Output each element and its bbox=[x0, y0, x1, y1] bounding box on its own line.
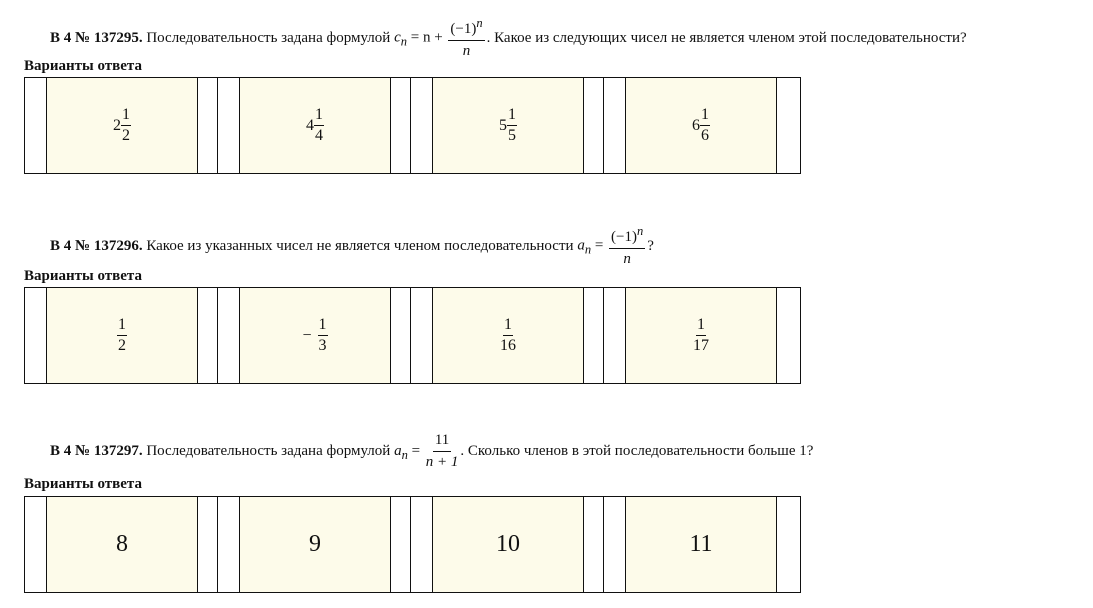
fraction-denominator: n + 1 bbox=[425, 454, 459, 470]
option-den: 4 bbox=[315, 127, 323, 144]
formula-fraction bbox=[426, 433, 459, 470]
option-den: 2 bbox=[122, 127, 130, 144]
answer-options-1 bbox=[24, 77, 801, 174]
formula-lhs: c bbox=[394, 29, 401, 46]
option-num: 1 bbox=[318, 317, 328, 336]
formula-fraction bbox=[448, 17, 484, 59]
formula-lhs-sub: n bbox=[400, 34, 407, 49]
question-2-id: В 4 № 137296. bbox=[50, 237, 143, 254]
option-den: 3 bbox=[318, 337, 327, 354]
question-1-text bbox=[50, 17, 967, 59]
formula-lhs-sub: n bbox=[401, 447, 408, 462]
question-2-before: Какое из указанных чисел не является членом последовательности bbox=[146, 237, 574, 254]
formula-rhs-prefix: = n + bbox=[410, 29, 443, 46]
option-num: 1 bbox=[314, 107, 324, 126]
question-1-formula bbox=[394, 17, 487, 59]
question-3-id: В 4 № 137297. bbox=[50, 443, 143, 459]
answer-option-3-4[interactable]: 11 bbox=[626, 497, 777, 592]
option-num: 1 bbox=[117, 317, 127, 336]
question-2-text bbox=[50, 225, 654, 267]
option-num: 1 bbox=[503, 317, 513, 336]
question-1-after: . Какое из следующих чисел не является членом этой последовательности? bbox=[486, 29, 967, 46]
answer-option-2-1[interactable] bbox=[47, 288, 198, 383]
option-den: 2 bbox=[118, 337, 126, 354]
option-num: 1 bbox=[700, 107, 710, 126]
question-3-text bbox=[50, 433, 813, 470]
option-num: 1 bbox=[121, 107, 131, 126]
question-3-formula bbox=[394, 433, 460, 470]
option-whole: 2 bbox=[113, 116, 121, 134]
fraction-denominator: n bbox=[462, 43, 471, 59]
option-num: 1 bbox=[696, 317, 706, 336]
fraction-numerator: (−1) bbox=[450, 21, 477, 37]
formula-rhs-prefix: = bbox=[594, 237, 604, 254]
formula-rhs-prefix: = bbox=[411, 442, 421, 459]
answer-option-3-3[interactable]: 10 bbox=[433, 497, 584, 592]
option-den: 17 bbox=[693, 337, 709, 354]
answer-option-2-4[interactable] bbox=[626, 288, 777, 383]
answer-option-2-2[interactable] bbox=[240, 288, 391, 383]
option-den: 5 bbox=[508, 127, 516, 144]
formula-lhs: a bbox=[577, 237, 585, 254]
question-2-after: ? bbox=[647, 237, 654, 254]
fraction-numerator: (−1) bbox=[611, 229, 637, 245]
option-den: 6 bbox=[701, 127, 709, 144]
fraction-exponent: n bbox=[636, 224, 644, 238]
answer-option-1-2[interactable] bbox=[240, 78, 391, 173]
formula-fraction bbox=[609, 225, 645, 267]
answers-label-2: Варианты ответа bbox=[24, 268, 142, 284]
option-whole: 5 bbox=[499, 116, 507, 134]
answer-option-1-1[interactable] bbox=[47, 78, 198, 173]
option-sign: − bbox=[302, 326, 312, 344]
answers-label-3: Варианты ответа bbox=[24, 476, 142, 492]
fraction-exponent: n bbox=[476, 16, 483, 30]
question-3-before: Последовательность задана формулой bbox=[146, 443, 391, 459]
question-2-formula bbox=[577, 225, 647, 267]
fraction-denominator: n bbox=[623, 251, 631, 267]
answer-option-3-1[interactable]: 8 bbox=[47, 497, 198, 592]
option-den: 16 bbox=[500, 337, 516, 354]
option-num: 1 bbox=[507, 107, 517, 126]
fraction-numerator: 11 bbox=[433, 433, 451, 452]
answer-options-3 bbox=[24, 496, 801, 593]
question-1-before: Последовательность задана формулой bbox=[146, 29, 391, 46]
question-1-id: В 4 № 137295. bbox=[50, 29, 143, 46]
answer-option-2-3[interactable] bbox=[433, 288, 584, 383]
formula-lhs: a bbox=[394, 442, 402, 459]
option-whole: 4 bbox=[306, 116, 314, 134]
formula-lhs-sub: n bbox=[584, 242, 592, 257]
option-whole: 6 bbox=[692, 116, 700, 134]
answer-option-1-3[interactable] bbox=[433, 78, 584, 173]
answers-label-1: Варианты ответа bbox=[24, 58, 142, 74]
answer-option-1-4[interactable] bbox=[626, 78, 777, 173]
answer-options-2 bbox=[24, 287, 801, 384]
question-3-after: . Сколько членов в этой последовательности больше 1? bbox=[460, 443, 814, 459]
answer-option-3-2[interactable]: 9 bbox=[240, 497, 391, 592]
